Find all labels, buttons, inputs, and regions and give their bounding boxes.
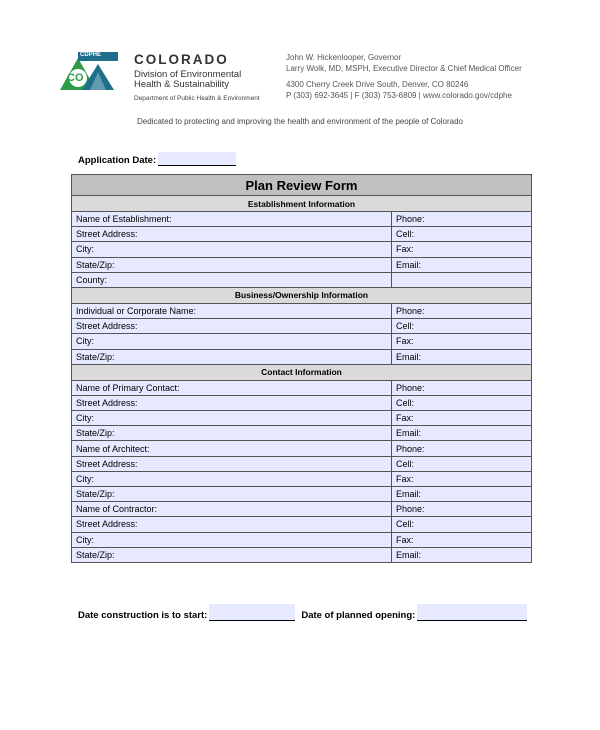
application-date-label: Application Date: — [78, 155, 157, 166]
form-field-right[interactable]: Fax: — [392, 471, 532, 486]
form-field-left[interactable]: Street Address: — [72, 517, 392, 532]
section-heading-row — [72, 364, 532, 380]
form-field-left[interactable]: Street Address: — [72, 395, 392, 410]
form-field-left[interactable]: State/Zip: — [72, 547, 392, 562]
form-field-right[interactable]: Email: — [392, 257, 532, 272]
form-field-left[interactable]: State/Zip: — [72, 426, 392, 441]
form-row — [72, 319, 532, 334]
start-date-label: Date construction is to start: — [78, 610, 208, 621]
form-field-left[interactable]: State/Zip: — [72, 487, 392, 502]
form-row — [72, 395, 532, 410]
form-field-right[interactable]: Email: — [392, 349, 532, 364]
form-row — [72, 441, 532, 456]
form-row — [72, 272, 532, 287]
section-heading-row — [72, 287, 532, 303]
mission-statement: Dedicated to protecting and improving the health and environment of the people of Colorado — [137, 117, 463, 126]
form-field-right[interactable]: Phone: — [392, 380, 532, 395]
form-field-right[interactable]: Cell: — [392, 227, 532, 242]
form-field-right[interactable] — [392, 272, 532, 287]
form-title-row — [72, 175, 532, 196]
form-field-right[interactable]: Phone: — [392, 212, 532, 227]
form-field-left[interactable]: City: — [72, 242, 392, 257]
application-date-field[interactable] — [158, 152, 236, 166]
form-field-right[interactable]: Phone: — [392, 441, 532, 456]
colorado-wordmark: COLORADO — [134, 52, 229, 67]
form-field-left[interactable]: City: — [72, 471, 392, 486]
form-row — [72, 349, 532, 364]
letterhead-contact-block — [286, 52, 522, 101]
division-name — [134, 70, 274, 90]
form-row — [72, 334, 532, 349]
start-date-field[interactable] — [209, 604, 295, 621]
form-row — [72, 257, 532, 272]
form-field-left[interactable]: Street Address: — [72, 227, 392, 242]
form-field-left[interactable]: Name of Establishment: — [72, 212, 392, 227]
form-row — [72, 303, 532, 318]
form-field-right[interactable]: Email: — [392, 487, 532, 502]
division-line-2: Health & Sustainability — [134, 79, 230, 90]
form-row — [72, 411, 532, 426]
letterhead — [0, 0, 600, 140]
form-field-right[interactable]: Cell: — [392, 395, 532, 410]
form-field-left[interactable]: Street Address: — [72, 456, 392, 471]
form-row — [72, 502, 532, 517]
form-row — [72, 547, 532, 562]
form-field-right[interactable]: Cell: — [392, 319, 532, 334]
form-field-left[interactable]: Name of Primary Contact: — [72, 380, 392, 395]
form-row — [72, 212, 532, 227]
form-field-right[interactable]: Fax: — [392, 532, 532, 547]
form-field-left[interactable]: State/Zip: — [72, 257, 392, 272]
department-name: Department of Public Health & Environment — [134, 95, 260, 102]
form-row — [72, 426, 532, 441]
director-line: Larry Wolk, MD, MSPH, Executive Director & Chief Medical Officer — [286, 64, 522, 73]
governor-line: John W. Hickenlooper, Governor — [286, 53, 402, 62]
dates-row — [78, 604, 533, 621]
form-row — [72, 471, 532, 486]
form-row — [72, 380, 532, 395]
form-field-left[interactable]: Individual or Corporate Name: — [72, 303, 392, 318]
form-field-right[interactable]: Cell: — [392, 456, 532, 471]
form-field-right[interactable]: Phone: — [392, 303, 532, 318]
logo-letters: CO — [67, 72, 84, 84]
application-date-row — [78, 152, 236, 166]
form-field-right[interactable]: Email: — [392, 426, 532, 441]
opening-date-label: Date of planned opening: — [301, 610, 416, 621]
form-field-left[interactable]: City: — [72, 532, 392, 547]
form-row — [72, 456, 532, 471]
form-field-right[interactable]: Fax: — [392, 242, 532, 257]
form-field-left[interactable]: County: — [72, 272, 392, 287]
form-row — [72, 517, 532, 532]
division-line-1: Division of Environmental — [134, 69, 242, 80]
form-row — [72, 242, 532, 257]
form-field-right[interactable]: Fax: — [392, 411, 532, 426]
opening-date-field[interactable] — [417, 604, 527, 621]
section-heading-row — [72, 196, 532, 212]
form-field-right[interactable]: Email: — [392, 547, 532, 562]
logo-badge-text: CDPHE — [80, 52, 102, 58]
form-row — [72, 487, 532, 502]
section-heading: Business/Ownership Information — [72, 287, 532, 303]
plan-review-form-table — [71, 174, 532, 563]
section-heading: Contact Information — [72, 364, 532, 380]
form-title: Plan Review Form — [72, 175, 532, 196]
form-field-left[interactable]: Name of Contractor: — [72, 502, 392, 517]
section-heading: Establishment Information — [72, 196, 532, 212]
form-field-left[interactable]: Street Address: — [72, 319, 392, 334]
form-row — [72, 532, 532, 547]
form-field-right[interactable]: Fax: — [392, 334, 532, 349]
form-field-left[interactable]: City: — [72, 411, 392, 426]
form-field-left[interactable]: State/Zip: — [72, 349, 392, 364]
form-field-right[interactable]: Phone: — [392, 502, 532, 517]
contact-line: P (303) 692-3645 | F (303) 753-6809 | www.colorado.gov/cdphe — [286, 91, 512, 100]
form-row — [72, 227, 532, 242]
form-field-left[interactable]: City: — [72, 334, 392, 349]
address-line: 4300 Cherry Creek Drive South, Denver, CO 80246 — [286, 80, 469, 89]
form-field-left[interactable]: Name of Architect: — [72, 441, 392, 456]
form-field-right[interactable]: Cell: — [392, 517, 532, 532]
